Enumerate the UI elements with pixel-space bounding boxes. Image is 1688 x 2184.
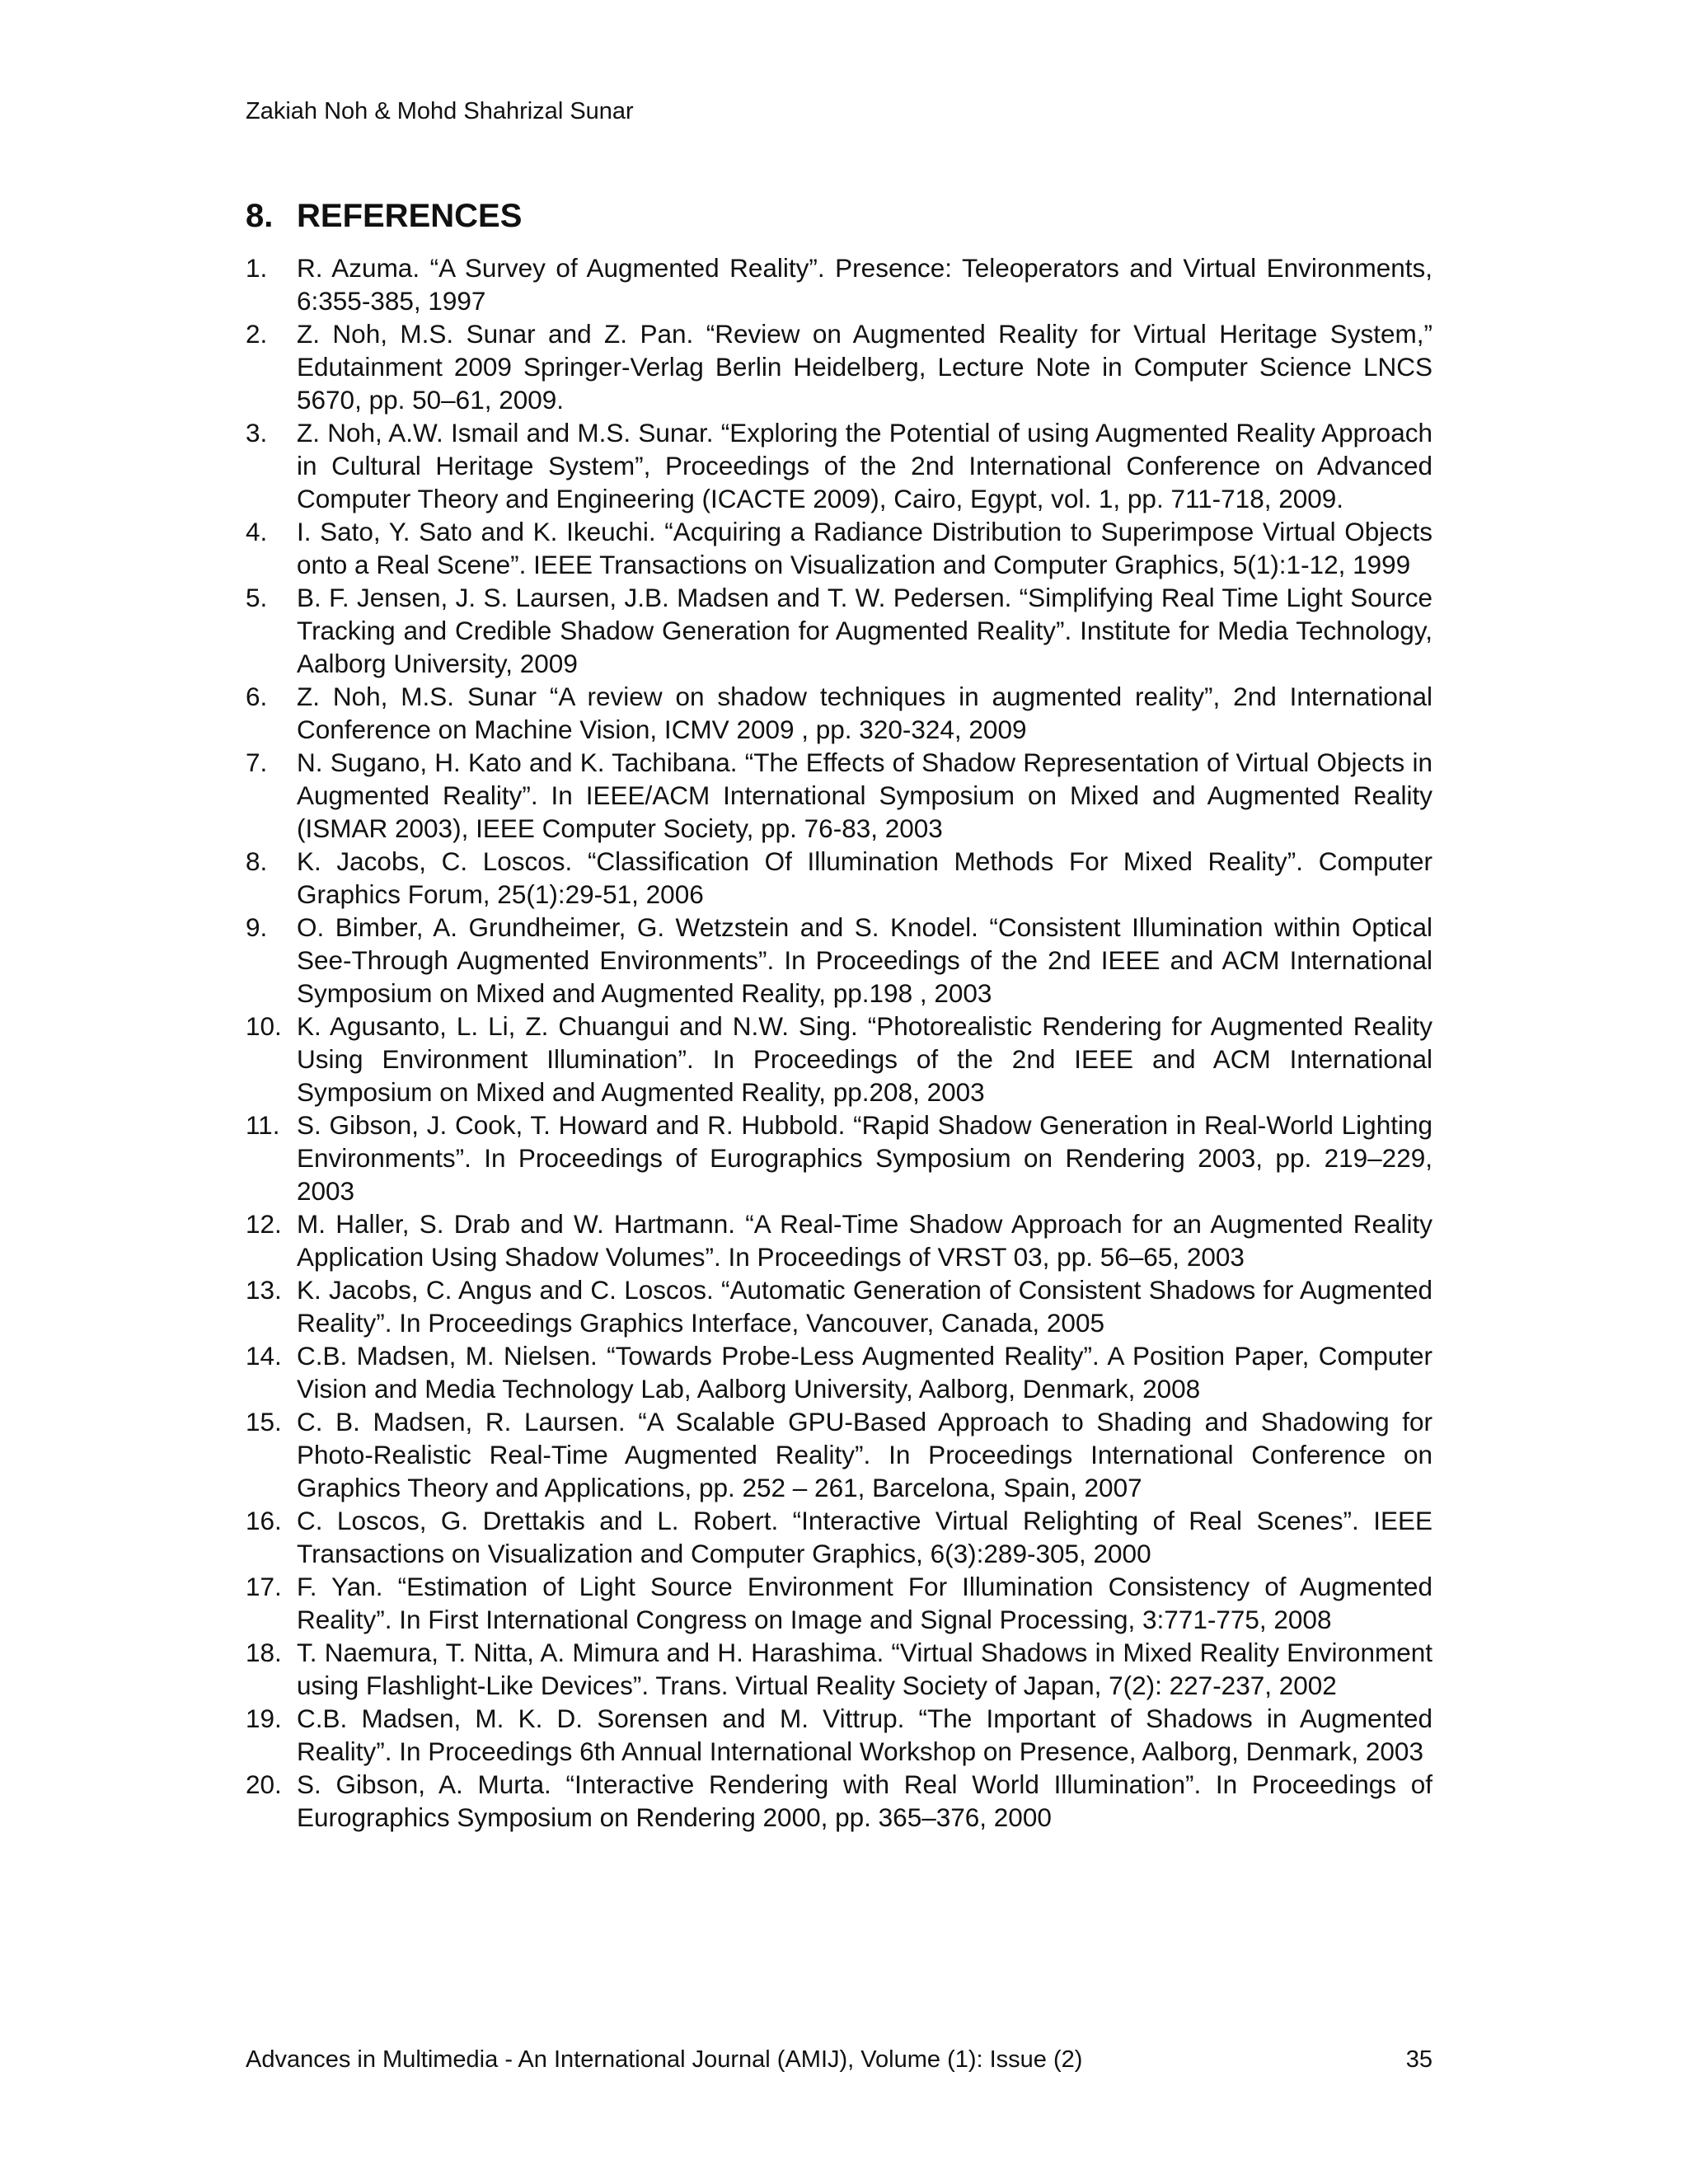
reference-number: 18.	[246, 1638, 282, 1667]
reference-item	[246, 911, 1432, 1010]
reference-item	[246, 515, 1432, 581]
reference-number: 11.	[246, 1110, 280, 1140]
reference-item	[246, 1768, 1432, 1834]
section-heading	[246, 196, 522, 236]
reference-text: I. Sato, Y. Sato and K. Ikeuchi. “Acquiring a Radiance Distribution to Superimpose Virtual Objects onto a Real Scene”. IEEE Transactions on Visualization and Computer Graphics, 5(1):1-12, 1999	[297, 517, 1432, 579]
reference-number: 19.	[246, 1704, 282, 1733]
reference-text: B. F. Jensen, J. S. Laursen, J.B. Madsen and T. W. Pedersen. “Simplifying Real Time Light Source Tracking and Credible Shadow Generation for Augmented Reality”. Institute for Media Technology, Aalborg University, 2009	[297, 583, 1432, 678]
reference-number: 12.	[246, 1209, 282, 1239]
reference-item	[246, 680, 1432, 746]
reference-text: T. Naemura, T. Nitta, A. Mimura and H. Harashima. “Virtual Shadows in Mixed Reality Environment using Flashlight-Like Devices”. Trans. Virtual Reality Society of Japan, 7(2): 227-237, 2002	[297, 1638, 1432, 1700]
reference-number: 2.	[246, 319, 268, 349]
reference-text: Z. Noh, M.S. Sunar “A review on shadow techniques in augmented reality”, 2nd International Conference on Machine Vision, ICMV 2009 , pp. 320-324, 2009	[297, 682, 1432, 744]
reference-item	[246, 1702, 1432, 1768]
reference-item	[246, 1570, 1432, 1636]
reference-item	[246, 1636, 1432, 1702]
reference-text: K. Agusanto, L. Li, Z. Chuangui and N.W. Sing. “Photorealistic Rendering for Augmented Reality Using Environment Illumination”. In Proceedings of the 2nd IEEE and ACM International Symposium on Mixed and Augmented Reality, pp.208, 2003	[297, 1011, 1432, 1107]
reference-text: F. Yan. “Estimation of Light Source Environment For Illumination Consistency of Augmented Reality”. In First International Congress on Image and Signal Processing, 3:771-775, 2008	[297, 1572, 1432, 1634]
reference-item	[246, 1010, 1432, 1108]
reference-number: 20.	[246, 1769, 282, 1799]
reference-item	[246, 1339, 1432, 1405]
reference-text: S. Gibson, A. Murta. “Interactive Rendering with Real World Illumination”. In Proceedings of Eurographics Symposium on Rendering 2000, pp. 365–376, 2000	[297, 1769, 1432, 1832]
reference-text: Z. Noh, A.W. Ismail and M.S. Sunar. “Exploring the Potential of using Augmented Reality Approach in Cultural Heritage System”, Proceedings of the 2nd International Conference on Advanced Computer Theory and Engineering (ICACTE 2009), Cairo, Egypt, vol. 1, pp. 711-718, 2009.	[297, 418, 1432, 513]
reference-number: 9.	[246, 912, 268, 942]
reference-item	[246, 581, 1432, 680]
reference-text: C.B. Madsen, M. Nielsen. “Towards Probe-Less Augmented Reality”. A Position Paper, Computer Vision and Media Technology Lab, Aalborg University, Aalborg, Denmark, 2008	[297, 1341, 1432, 1404]
reference-text: S. Gibson, J. Cook, T. Howard and R. Hubbold. “Rapid Shadow Generation in Real-World Lighting Environments”. In Proceedings of Eurographics Symposium on Rendering 2003, pp. 219–229, 2003	[297, 1110, 1432, 1206]
reference-number: 5.	[246, 583, 268, 612]
reference-text: Z. Noh, M.S. Sunar and Z. Pan. “Review on Augmented Reality for Virtual Heritage System,” Edutainment 2009 Springer-Verlag Berlin Heidelberg, Lecture Note in Computer Science LNCS 5670, pp. 50–61, 2009.	[297, 319, 1432, 415]
reference-item	[246, 1405, 1432, 1504]
reference-number: 17.	[246, 1572, 282, 1601]
reference-text: R. Azuma. “A Survey of Augmented Reality”. Presence: Teleoperators and Virtual Environments, 6:355-385, 1997	[297, 253, 1432, 316]
reference-text: O. Bimber, A. Grundheimer, G. Wetzstein and S. Knodel. “Consistent Illumination within Optical See-Through Augmented Environments”. In Proceedings of the 2nd IEEE and ACM International Symposium on Mixed and Augmented Reality, pp.198 , 2003	[297, 912, 1432, 1008]
running-head: Zakiah Noh & Mohd Shahrizal Sunar	[246, 98, 634, 124]
reference-text: M. Haller, S. Drab and W. Hartmann. “A Real-Time Shadow Approach for an Augmented Reality Application Using Shadow Volumes”. In Proceedings of VRST 03, pp. 56–65, 2003	[297, 1209, 1432, 1272]
footer-journal-title: Advances in Multimedia - An International Journal (AMIJ), Volume (1): Issue (2)	[246, 2046, 1083, 2073]
reference-item	[246, 317, 1432, 416]
reference-item	[246, 1504, 1432, 1570]
reference-item	[246, 251, 1432, 317]
reference-item	[246, 416, 1432, 515]
reference-number: 7.	[246, 748, 268, 777]
reference-number: 4.	[246, 517, 268, 546]
reference-number: 10.	[246, 1011, 282, 1041]
reference-item	[246, 1273, 1432, 1339]
reference-number: 8.	[246, 846, 268, 876]
reference-text: N. Sugano, H. Kato and K. Tachibana. “The Effects of Shadow Representation of Virtual Objects in Augmented Reality”. In IEEE/ACM International Symposium on Mixed and Augmented Reality (ISMAR 2003), IEEE Computer Society, pp. 76-83, 2003	[297, 748, 1432, 843]
reference-list	[246, 251, 1432, 1834]
reference-text: K. Jacobs, C. Angus and C. Loscos. “Automatic Generation of Consistent Shadows for Augmented Reality”. In Proceedings Graphics Interface, Vancouver, Canada, 2005	[297, 1275, 1432, 1338]
reference-number: 13.	[246, 1275, 282, 1305]
reference-text: C. B. Madsen, R. Laursen. “A Scalable GPU-Based Approach to Shading and Shadowing for Photo-Realistic Real-Time Augmented Reality”. In Proceedings International Conference on Graphics Theory and Applications, pp. 252 – 261, Barcelona, Spain, 2007	[297, 1407, 1432, 1502]
reference-item	[246, 1207, 1432, 1273]
reference-number: 3.	[246, 418, 268, 448]
reference-item	[246, 1108, 1432, 1207]
reference-text: C.B. Madsen, M. K. D. Sorensen and M. Vittrup. “The Important of Shadows in Augmented Reality”. In Proceedings 6th Annual International Workshop on Presence, Aalborg, Denmark, 2003	[297, 1704, 1432, 1766]
reference-number: 16.	[246, 1506, 282, 1535]
reference-number: 6.	[246, 682, 268, 711]
reference-number: 1.	[246, 253, 268, 283]
reference-item	[246, 746, 1432, 845]
section-number: 8.	[246, 198, 274, 234]
reference-item	[246, 845, 1432, 911]
reference-number: 14.	[246, 1341, 282, 1371]
reference-text: C. Loscos, G. Drettakis and L. Robert. “Interactive Virtual Relighting of Real Scenes”. IEEE Transactions on Visualization and Computer Graphics, 6(3):289-305, 2000	[297, 1506, 1432, 1568]
section-title: REFERENCES	[297, 198, 523, 234]
reference-number: 15.	[246, 1407, 282, 1436]
page-number: 35	[1405, 2046, 1432, 2073]
reference-text: K. Jacobs, C. Loscos. “Classification Of Illumination Methods For Mixed Reality”. Computer Graphics Forum, 25(1):29-51, 2006	[297, 846, 1432, 909]
